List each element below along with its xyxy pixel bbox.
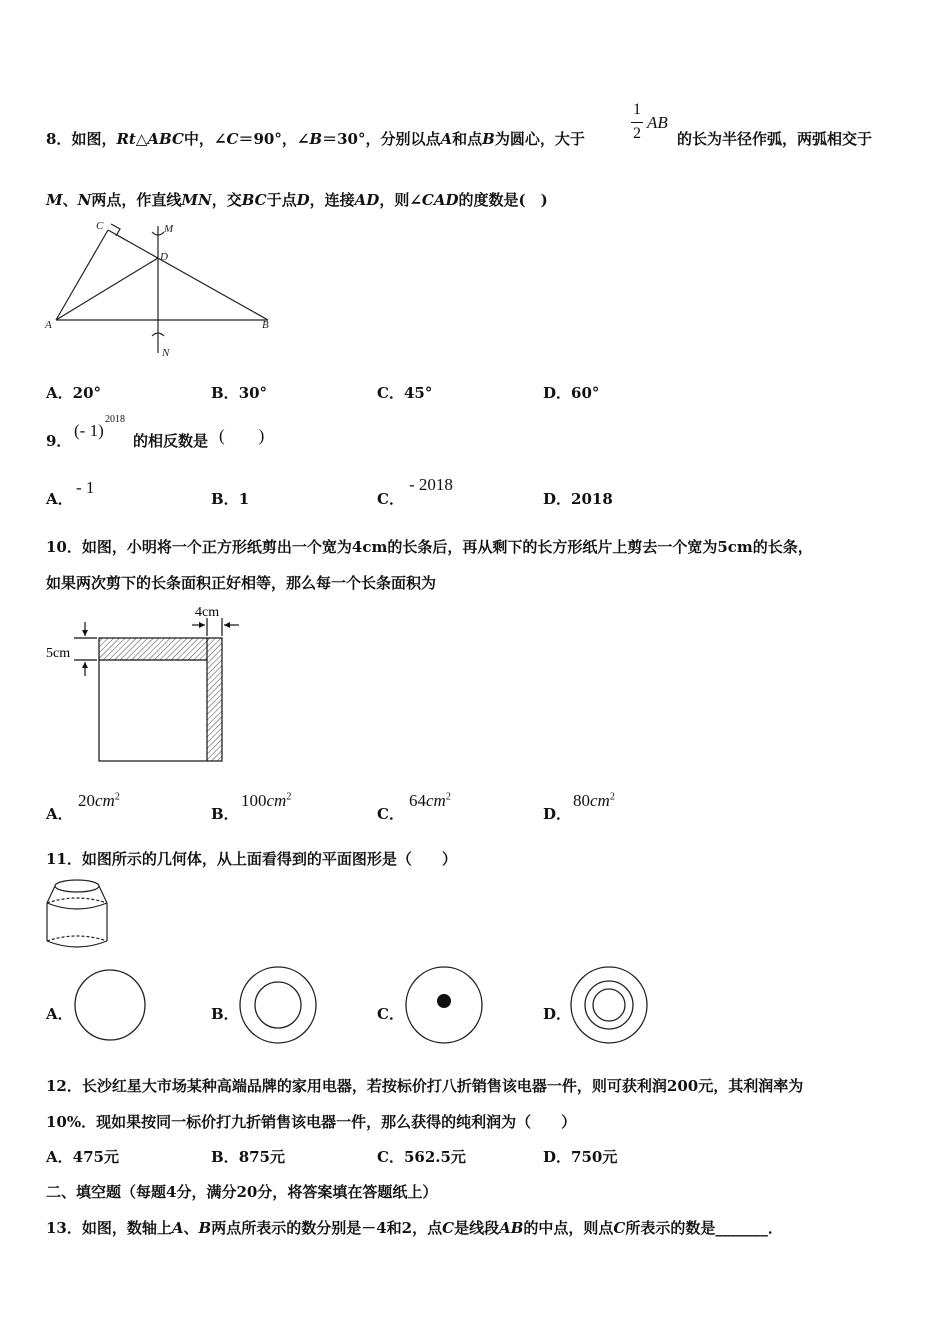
q12-option-a[interactable] [46,1146,119,1167]
middle-curve [47,903,107,909]
q8-var: D [296,191,310,209]
q10-option-b[interactable] [211,803,239,824]
q9-paren: ( ) [219,426,265,445]
arrowhead [82,662,88,668]
q8-triangle-figure [40,218,280,363]
value-number: 100 [241,791,267,810]
q10-square-figure [44,600,254,770]
q10-line2: 如果两次剪下的长条面积正好相等，那么每一个长条面积为 [46,574,437,592]
q13-var: AB [499,1219,524,1237]
value-unit: cm [95,791,115,810]
q8-var: BC [241,191,267,209]
option-value: 562.5元 [403,1148,466,1166]
arrowhead [199,622,205,628]
option-label: D． [543,1005,572,1023]
q8-text: 中，∠ [183,130,227,148]
q13-text-part: 是线段 [454,1219,500,1237]
fraction-bar [631,122,643,123]
outer-circle [75,970,145,1040]
q10-option-d-value [573,791,615,811]
value-unit: cm [266,791,287,810]
q13-var: A [171,1219,184,1237]
q13-var: C [613,1219,626,1237]
q11-option-b-figure[interactable] [236,964,320,1048]
value-exponent: 2 [286,791,292,803]
q8-var: AD [354,191,380,209]
q8-var: Rt△ABC [116,130,184,148]
option-label: A． [46,1148,73,1166]
q13-text-part: 所表示的数是_______． [625,1219,783,1237]
q13-text-part: 13．如图，数轴上 [46,1219,172,1237]
q8-line1 [46,128,585,149]
q8-var: B [309,130,323,148]
option-label: D． [543,490,572,508]
q13-text [46,1217,783,1238]
q11-option-c-figure[interactable] [402,964,486,1048]
q13-text-part: 的中点，则点 [523,1219,614,1237]
q9-option-b[interactable] [211,488,249,509]
outer-circle [571,967,647,1043]
option-value: 750元 [571,1148,618,1166]
option-label: B． [211,805,239,823]
q12-line1: 12．长沙红星大市场某种高端品牌的家用电器，若按标价打八折销售该电器一件，则可获利润200元，其利润率为 [46,1077,804,1095]
q8-text: 于点 [266,191,297,209]
top-ellipse [55,880,99,892]
q13-text-part: 、 [183,1219,199,1237]
q8-var: MN [181,191,212,209]
q9-option-a-value: - 1 [76,478,95,497]
option-label: C． [377,1148,404,1166]
label-d: D [160,251,168,263]
q8-var: A [440,130,453,148]
q10-option-c-value [409,791,451,811]
q12-line2: 10%．现如果按同一标价打九折销售该电器一件，那么获得的纯利润为（ ） [46,1113,577,1131]
arrowhead [224,622,230,628]
outer-circle [240,967,316,1043]
value-number: 20 [78,791,95,810]
q11-option-c[interactable] [377,1003,404,1024]
q8-number: 8． [46,130,72,148]
option-value: 1 [238,490,250,508]
q8-text: ＝90°，∠ [238,130,310,148]
q12-option-b[interactable] [211,1146,285,1167]
option-value: 45° [403,384,433,402]
q10-option-d[interactable] [543,803,571,824]
arrowhead [82,630,88,636]
q8-text: 的度数是( ) [458,191,548,209]
bottom-hidden [47,936,107,941]
option-label: A． [46,490,73,508]
frustum-right [99,886,107,903]
inner-circle [255,982,301,1028]
value-unit: cm [426,791,446,810]
option-value: 2018 [571,490,613,508]
q9-exponent: 2018 [105,414,125,425]
option-label: C． [377,805,404,823]
q8-var: N [77,191,92,209]
q9-number: 9． [46,432,72,450]
q8-option-c[interactable] [377,382,432,403]
option-value: 60° [571,384,600,402]
q9-option-a[interactable] [46,488,73,509]
side-cb [108,230,268,320]
q9-option-d[interactable] [543,488,613,509]
q8-text: ，交 [211,191,242,209]
label-m: M [164,223,174,235]
segment-ad [56,258,158,320]
q8-text: ，连接 [309,191,355,209]
option-label: B． [211,1148,239,1166]
q9-option-c-value: - 2018 [409,475,453,494]
center-dot [437,994,451,1008]
q11-text: 11．如图所示的几何体，从上面看得到的平面图形是（ ） [46,850,457,868]
value-unit: cm [590,791,610,810]
option-label: D． [543,384,572,402]
fraction-denominator: 2 [633,125,641,142]
q8-var: C [226,130,239,148]
label-c: C [96,220,104,232]
bottom-curve [47,941,107,947]
q9-option-c[interactable] [377,488,404,509]
q13-text-part: 两点所表示的数分别是－4和2，点 [211,1219,443,1237]
q8-text: ＝30°，分别以点 [322,130,441,148]
fraction-variable: AB [647,113,668,132]
q10-option-a[interactable] [46,803,73,824]
q8-text: 和点 [452,130,483,148]
option-label: C． [377,384,404,402]
q12-option-c[interactable] [377,1146,466,1167]
value-number: 64 [409,791,426,810]
option-label: C． [377,490,404,508]
q8-text: 如图， [71,130,117,148]
q10-option-b-value [241,791,291,811]
middle-circle [585,981,633,1029]
q8-line1-end: 的长为半径作弧，两弧相交于 [677,130,873,148]
q11-option-b[interactable] [211,1003,239,1024]
value-exponent: 2 [445,791,451,803]
q9-text: 的相反数是 [133,432,209,450]
value-exponent: 2 [114,791,120,803]
inner-circle [593,989,625,1021]
q10-option-a-value [78,791,120,811]
option-label: A． [46,805,73,823]
option-label: C． [377,1005,404,1023]
q8-option-d[interactable] [543,382,599,403]
q8-option-a[interactable] [46,382,101,403]
q8-text: ，则∠ [379,191,422,209]
option-label: B． [211,490,239,508]
top-strip [99,638,207,660]
q10-line1: 10．如图，小明将一个正方形纸剪出一个宽为4cm的长条后，再从剩下的长方形纸片上剪去一个宽为5cm的长条， [46,538,813,556]
label-n: N [162,347,170,359]
q11-option-a-figure[interactable] [70,966,150,1046]
option-value: 20° [72,384,102,402]
side-ac [56,230,108,320]
q9-base: (- 1) [74,421,104,440]
q11-solid-figure [42,873,112,953]
q8-text: 、 [62,191,78,209]
q8-text: 为圆心，大于 [494,130,585,148]
q10-option-c[interactable] [377,803,404,824]
label-b: B [262,319,269,331]
q11-option-a[interactable] [46,1003,73,1024]
q8-text: 两点，作直线 [91,191,182,209]
q13-var: C [442,1219,455,1237]
q8-line2 [46,189,548,210]
value-number: 80 [573,791,590,810]
label-4cm: 4cm [195,605,220,620]
q11-option-d-figure[interactable] [567,964,651,1048]
option-value: 475元 [72,1148,119,1166]
q8-var: B [482,130,495,148]
option-label: A． [46,384,73,402]
option-label: A． [46,1005,73,1023]
option-label: B． [211,1005,239,1023]
middle-hidden [47,898,107,903]
label-5cm: 5cm [46,646,71,661]
option-label: D． [543,805,572,823]
value-exponent: 2 [609,791,615,803]
q13-var: B [198,1219,212,1237]
q8-option-b[interactable] [211,382,267,403]
fraction-numerator: 1 [633,101,641,118]
option-label: D． [543,1148,572,1166]
option-value: 875元 [238,1148,285,1166]
right-strip [207,638,222,761]
q12-option-d[interactable] [543,1146,617,1167]
label-a: A [45,319,52,331]
q8-var: M [46,191,63,209]
section-2-title: 二、填空题（每题4分，满分20分，将答案填在答题纸上） [46,1183,438,1201]
option-value: 30° [238,384,268,402]
option-label: B． [211,384,239,402]
q8-var: CAD [421,191,459,209]
